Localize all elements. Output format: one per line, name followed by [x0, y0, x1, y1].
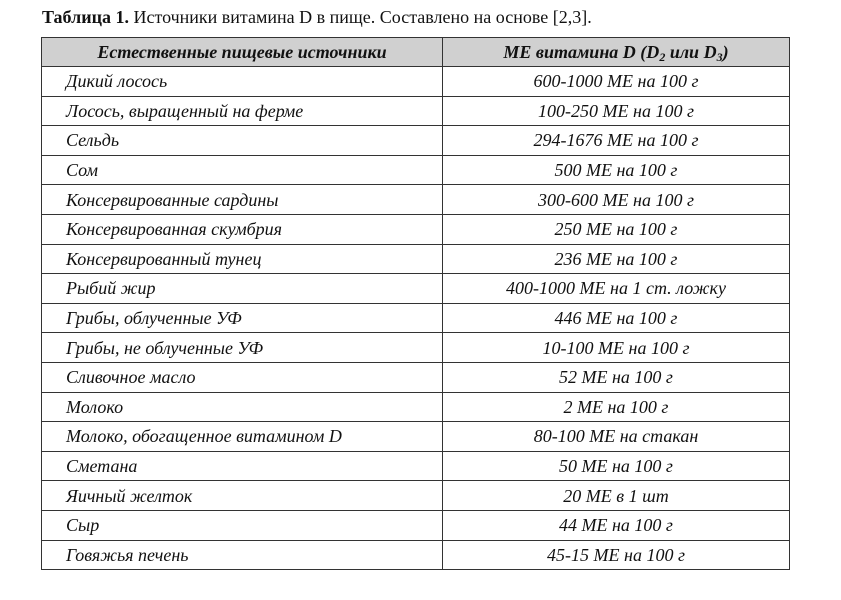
caption-label: Таблица 1. — [42, 7, 129, 27]
vitamin-d-amount-cell: 100-250 МЕ на 100 г — [443, 96, 790, 126]
header-col2-sub1: 2 — [659, 50, 666, 64]
food-source-cell: Молоко, обогащенное витамином D — [42, 422, 443, 452]
vitamin-d-amount-cell: 50 МЕ на 100 г — [443, 451, 790, 481]
vitamin-d-amount-cell: 300-600 МЕ на 100 г — [443, 185, 790, 215]
food-source-cell: Дикий лосось — [42, 67, 443, 97]
vitamin-d-amount-cell: 80-100 МЕ на стакан — [443, 422, 790, 452]
food-source-cell: Грибы, облученные УФ — [42, 303, 443, 333]
header-col2-mid: или D — [665, 42, 717, 62]
food-source-cell: Лосось, выращенный на ферме — [42, 96, 443, 126]
vitamin-d-amount-cell: 10-100 МЕ на 100 г — [443, 333, 790, 363]
table-row — [42, 303, 790, 333]
table-row — [42, 481, 790, 511]
food-source-cell: Сыр — [42, 510, 443, 540]
table-row — [42, 67, 790, 97]
vitamin-d-amount-cell: 52 МЕ на 100 г — [443, 362, 790, 392]
vitamin-d-amount-cell: 44 МЕ на 100 г — [443, 510, 790, 540]
table-row — [42, 155, 790, 185]
table-row — [42, 333, 790, 363]
food-source-cell: Говяжья печень — [42, 540, 443, 570]
table-row — [42, 422, 790, 452]
header-food-sources: Естественные пищевые источники — [42, 38, 443, 67]
table-row — [42, 126, 790, 156]
table-row — [42, 244, 790, 274]
food-source-cell: Консервированные сардины — [42, 185, 443, 215]
table-body — [42, 67, 790, 570]
table-row — [42, 214, 790, 244]
vitamin-d-amount-cell: 250 МЕ на 100 г — [443, 214, 790, 244]
food-source-cell: Сметана — [42, 451, 443, 481]
header-col2-suffix: ) — [722, 42, 729, 62]
food-source-cell: Молоко — [42, 392, 443, 422]
vitamin-d-amount-cell: 236 МЕ на 100 г — [443, 244, 790, 274]
vitamin-d-sources-table — [41, 37, 790, 570]
food-source-cell: Яичный желток — [42, 481, 443, 511]
vitamin-d-amount-cell: 446 МЕ на 100 г — [443, 303, 790, 333]
food-source-cell: Сом — [42, 155, 443, 185]
table-header-row — [42, 38, 790, 67]
table-row — [42, 392, 790, 422]
vitamin-d-amount-cell: 500 МЕ на 100 г — [443, 155, 790, 185]
table-row — [42, 185, 790, 215]
header-col2-sub2: 3 — [716, 50, 723, 64]
caption-text: Источники витамина D в пище. Составлено на основе [2,3]. — [128, 7, 592, 27]
vitamin-d-amount-cell: 20 МЕ в 1 шт — [443, 481, 790, 511]
table-row — [42, 274, 790, 304]
header-col2-prefix: МЕ витамина D (D — [503, 42, 660, 62]
food-source-cell: Рыбий жир — [42, 274, 443, 304]
vitamin-d-amount-cell: 600-1000 МЕ на 100 г — [443, 67, 790, 97]
food-source-cell: Сельдь — [42, 126, 443, 156]
food-source-cell: Сливочное масло — [42, 362, 443, 392]
food-source-cell: Консервированный тунец — [42, 244, 443, 274]
vitamin-d-amount-cell: 400-1000 МЕ на 1 ст. ложку — [443, 274, 790, 304]
vitamin-d-amount-cell: 45-15 МЕ на 100 г — [443, 540, 790, 570]
table-row — [42, 96, 790, 126]
table-caption — [42, 6, 592, 28]
vitamin-d-amount-cell: 294-1676 МЕ на 100 г — [443, 126, 790, 156]
vitamin-d-amount-cell: 2 МЕ на 100 г — [443, 392, 790, 422]
food-source-cell: Консервированная скумбрия — [42, 214, 443, 244]
table-row — [42, 510, 790, 540]
table-row — [42, 362, 790, 392]
table-row — [42, 451, 790, 481]
header-vitamin-d-iu — [443, 38, 790, 67]
table-row — [42, 540, 790, 570]
food-source-cell: Грибы, не облученные УФ — [42, 333, 443, 363]
